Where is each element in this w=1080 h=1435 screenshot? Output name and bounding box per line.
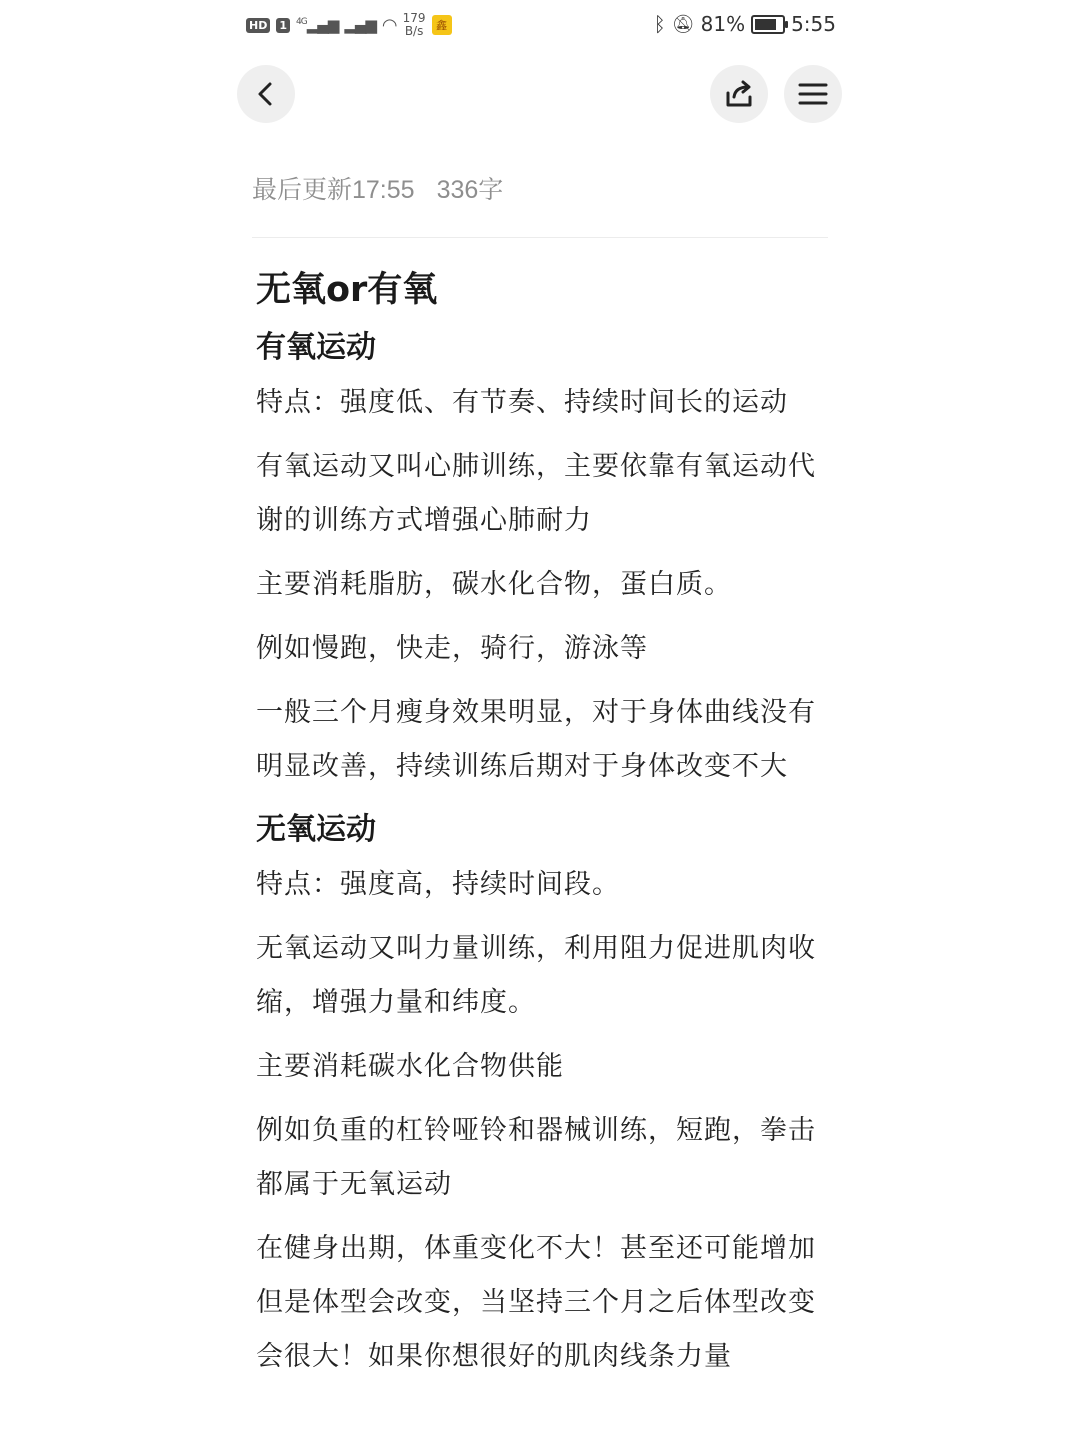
back-button[interactable] — [237, 65, 295, 123]
paragraph: 特点：强度高，持续时间段。 — [256, 869, 620, 900]
hamburger-menu-icon — [797, 78, 829, 110]
sim-badge: 1 — [276, 18, 290, 33]
paragraph: 例如负重的杠铃哑铃和器械训练，短跑，拳击都属于无氧运动 — [256, 1115, 816, 1200]
signal-icon-2: ▂▄▆ — [344, 16, 376, 34]
word-count: 336字 — [436, 176, 504, 204]
speed-unit: B/s — [404, 24, 424, 38]
paragraph: 一般三个月瘦身效果明显，对于身体曲线没有明显改善，持续训练后期对于身体改变不大 — [256, 697, 816, 782]
paragraph: 有氧运动又叫心肺训练，主要依靠有氧运动代谢的训练方式增强心肺耐力 — [256, 451, 816, 536]
paragraph: 主要消耗碳水化合物供能 — [256, 1051, 564, 1082]
status-left — [246, 12, 452, 38]
status-bar — [246, 8, 836, 44]
chevron-left-icon — [252, 80, 280, 108]
speed-value: 179 — [402, 11, 426, 25]
note-content[interactable] — [256, 262, 826, 1394]
wifi-icon: ◠ — [381, 14, 397, 36]
clock: 5:55 — [791, 12, 836, 36]
bluetooth-icon: ᛒ — [653, 12, 666, 36]
mute-bell-icon: 🔕︎ — [671, 13, 695, 35]
paragraph: 例如慢跑，快走，骑行，游泳等 — [256, 633, 648, 664]
divider — [252, 237, 828, 238]
paragraph: 特点：强度低、有节奏、持续时间长的运动 — [256, 387, 788, 418]
note-title: 无氧or有氧 — [256, 270, 438, 310]
app-notification-icon: 鑫 — [432, 15, 452, 35]
section-heading-anaerobic: 无氧运动 — [256, 812, 376, 847]
paragraph: 在健身出期，体重变化不大！甚至还可能增加但是体型会改变，当坚持三个月之后体型改变会很大！如果你想很好的肌肉线条力量 — [256, 1233, 816, 1372]
network-type: 4G — [296, 17, 307, 27]
paragraph: 主要消耗脂肪，碳水化合物，蛋白质。 — [256, 569, 732, 600]
battery-icon — [751, 15, 785, 34]
battery-percent: 81% — [700, 12, 746, 36]
paragraph: 无氧运动又叫力量训练，利用阻力促进肌肉收缩，增强力量和纬度。 — [256, 933, 816, 1018]
share-icon — [722, 77, 756, 111]
network-speed — [403, 12, 426, 38]
status-right — [654, 12, 836, 36]
hd-badge: HD — [246, 18, 270, 33]
note-meta — [252, 170, 503, 206]
last-updated: 最后更新17:55 — [252, 176, 415, 204]
section-heading-aerobic: 有氧运动 — [256, 330, 376, 365]
share-button[interactable] — [710, 65, 768, 123]
menu-button[interactable] — [784, 65, 842, 123]
signal-icon: $^{4G}$▂▄▆ — [296, 16, 339, 34]
